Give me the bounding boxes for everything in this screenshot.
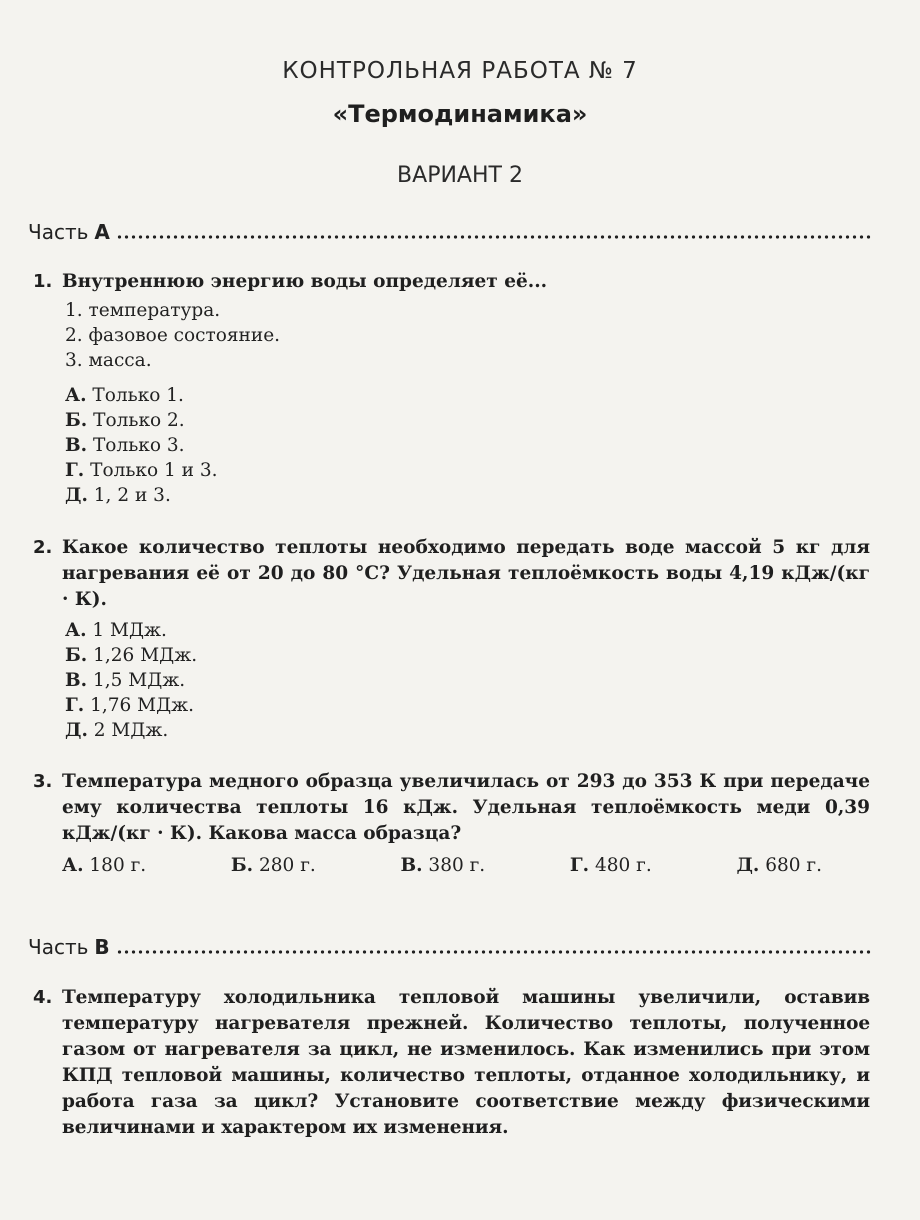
- answer-text: Только 1 и 3.: [90, 460, 218, 481]
- answer-letter: Д.: [736, 855, 760, 876]
- answer-text: Только 3.: [92, 435, 185, 456]
- question-1-answer: [65, 410, 185, 431]
- answer-letter: Б.: [230, 855, 254, 876]
- answer-letter: Б.: [65, 410, 88, 431]
- answer-letter: А.: [65, 620, 87, 641]
- question-3-answer: [570, 855, 652, 876]
- question-1-answer: [65, 485, 171, 506]
- question-1-answer: [65, 460, 218, 481]
- question-3-answer: [62, 855, 146, 876]
- answer-letter: Г.: [569, 855, 590, 876]
- answer-text: 1,5 МДж.: [92, 670, 186, 691]
- part-a-dot-leader: [116, 235, 873, 239]
- variant-title: ВАРИАНТ 2: [397, 163, 523, 188]
- answer-letter: Д.: [65, 720, 88, 741]
- question-2-number: 2.: [33, 537, 53, 558]
- answer-letter: Б.: [65, 645, 88, 666]
- question-2-answer: [65, 720, 168, 741]
- answer-text: Только 1.: [92, 385, 184, 406]
- question-3-answer: [231, 855, 316, 876]
- part-b-dot-leader: [116, 950, 873, 954]
- question-1-answer: [65, 385, 184, 406]
- question-4-number: 4.: [33, 987, 53, 1008]
- answer-text: 380 г.: [428, 855, 486, 876]
- part-b-label: Часть: [28, 935, 89, 959]
- question-1-text: Внутреннюю энергию воды определяет её...: [62, 271, 548, 292]
- answer-letter: Г.: [65, 460, 85, 481]
- answer-text: 480 г.: [594, 855, 652, 876]
- part-b-heading: [28, 935, 873, 959]
- answer-text: 680 г.: [765, 855, 822, 876]
- question-1-item: 1. температура.: [65, 300, 221, 321]
- question-2-answer: [65, 645, 197, 666]
- answer-text: 1,76 МДж.: [90, 695, 195, 716]
- question-4-text: Температуру холодильника тепловой машины увеличили, оставив температуру нагревателя прежней. Количество теплоты, полученное газом от нагревателя за цикл, не изменилось. Как изменились при этом КПД тепловой машины, количество теплоты, отданное холодильнику, и работа газа за цикл? Установите соответствие между физическими величинами и характером их изменения.: [62, 987, 870, 1138]
- answer-letter: А.: [62, 855, 84, 876]
- question-3-text: Температура медного образца увеличилась от 293 до 353 К при передаче ему количества теплоты 16 кДж. Удельная теплоёмкость меди 0,39 кДж/(кг · К). Какова масса образца?: [62, 771, 870, 844]
- question-2-answer: [65, 670, 185, 691]
- answer-text: 1, 2 и 3.: [93, 485, 171, 506]
- answer-text: 1,26 МДж.: [93, 645, 198, 666]
- question-2-text: Какое количество теплоты необходимо передать воде массой 5 кг для нагревания её от 20 до 80 °С? Удельная теплоёмкость воды 4,19 кДж/(кг · К).: [62, 537, 870, 610]
- answer-letter: В.: [400, 855, 423, 876]
- question-3-number: 3.: [33, 771, 53, 792]
- work-title: КОНТРОЛЬНАЯ РАБОТА № 7: [282, 58, 638, 84]
- answer-letter: В.: [65, 670, 88, 691]
- question-2-answer: [65, 620, 167, 641]
- part-a-heading: [28, 220, 873, 244]
- answer-text: 2 МДж.: [93, 720, 169, 741]
- question-1-item: 2. фазовое состояние.: [65, 325, 281, 346]
- question-3-answer: [400, 855, 485, 876]
- part-a-letter: А: [94, 220, 110, 244]
- answer-letter: Г.: [65, 695, 85, 716]
- question-2-answer: [65, 695, 194, 716]
- question-3-answer: [736, 855, 822, 876]
- topic-title: «Термодинамика»: [332, 100, 588, 128]
- question-1-number: 1.: [33, 271, 53, 292]
- question-3-answers: [62, 855, 822, 876]
- answer-text: Только 2.: [93, 410, 185, 431]
- part-b-letter: В: [94, 935, 110, 959]
- answer-text: 280 г.: [259, 855, 316, 876]
- answer-letter: В.: [65, 435, 88, 456]
- answer-letter: А.: [65, 385, 87, 406]
- question-1-item: 3. масса.: [65, 350, 152, 371]
- answer-text: 1 МДж.: [92, 620, 167, 641]
- answer-text: 180 г.: [89, 855, 147, 876]
- question-1-answer: [65, 435, 185, 456]
- answer-letter: Д.: [65, 485, 88, 506]
- part-a-label: Часть: [28, 220, 89, 244]
